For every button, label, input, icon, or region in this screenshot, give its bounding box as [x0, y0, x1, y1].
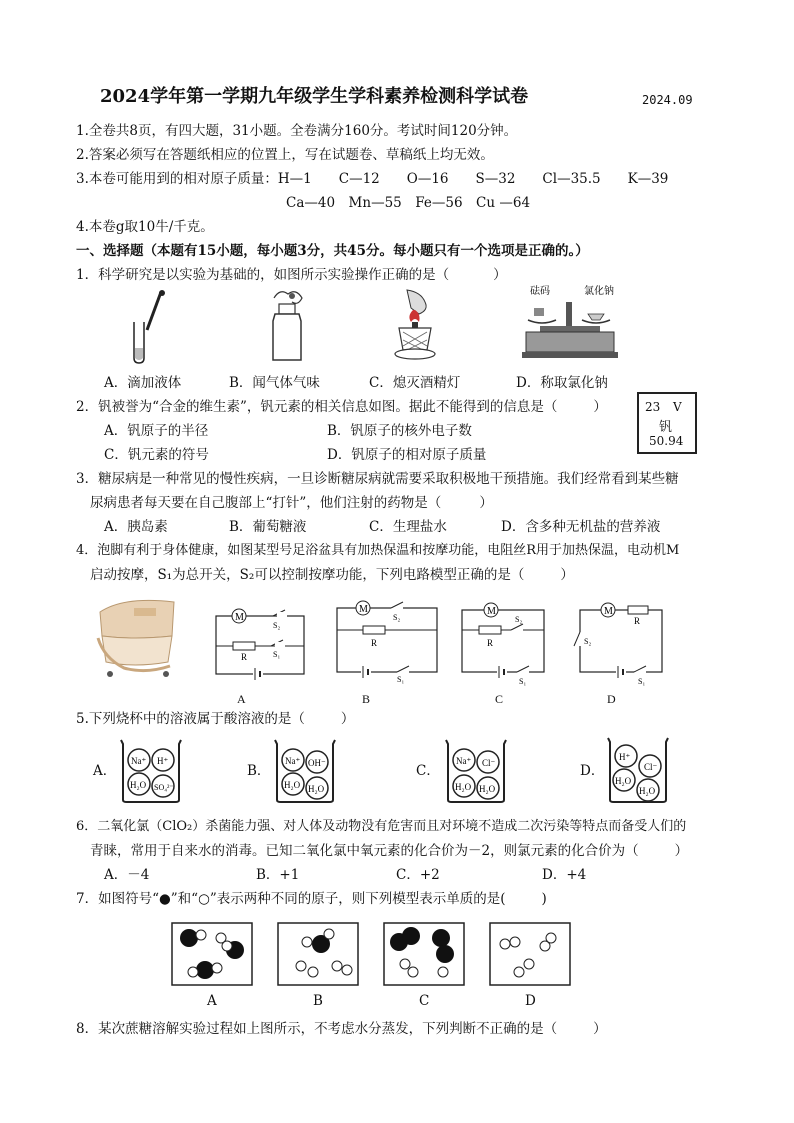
q7-label-a: A: [207, 993, 217, 1009]
q7-paren-close: ): [541, 891, 547, 907]
q2-option-b: B．钒原子的核外电子数: [327, 423, 472, 439]
beaker-d: [604, 736, 672, 804]
element-mass: 50.94: [649, 434, 684, 448]
circuit-c-motor: M: [487, 606, 496, 617]
element-name: 钒: [659, 420, 673, 435]
circuit-b-s1: S₁: [397, 675, 405, 684]
note-3: 3.本卷可能用到的相对原子质量：H—1 C—12 O—16 S—32 Cl—35.5 K—39: [76, 171, 669, 187]
note-3-cont: Ca—40 Mn—55 Fe—56 Cu —64: [286, 195, 531, 211]
beaker-a-ion-2: H⁺: [157, 756, 169, 766]
q7-label-c: C: [419, 993, 430, 1009]
q4-paren-close: ）: [560, 567, 574, 583]
q5-option-a: A．: [93, 763, 117, 779]
q1-weight-label: 砝码: [530, 286, 550, 297]
q1-option-c: C．熄灭酒精灯: [369, 375, 461, 391]
q6-option-b: B．+1: [256, 867, 300, 883]
beaker-a-ion-3: H₂O: [130, 780, 147, 790]
q6-paren-close: ）: [674, 843, 689, 859]
q1-stem: [76, 266, 507, 284]
q1-nacl-label: 氯化钠: [584, 286, 614, 297]
circuit-d-label: D: [607, 692, 616, 706]
q4-line-2-text: 启动按摩，S₁为总开关，S₂可以控制按摩功能，下列电路模型正确的是（: [90, 567, 525, 583]
beaker-d-ion-1: H⁺: [619, 752, 631, 762]
beaker-c-ion-2: Cl⁻: [482, 758, 496, 768]
circuit-b-resistor: R: [371, 638, 378, 648]
q7-model-c: [383, 922, 465, 986]
q3-line-2-text: 尿病患者每天要在自己腹部上“打针”，他们注射的药物是（: [90, 495, 442, 511]
circuit-a-s1: S₁: [273, 650, 281, 659]
beaker-d-ion-2: Cl⁻: [644, 762, 658, 772]
q7-model-b: [277, 922, 359, 986]
element-number: 23: [645, 400, 661, 414]
q6-option-c: C．+2: [396, 867, 440, 883]
q2-paren-close: ）: [593, 399, 607, 415]
q5-stem: [76, 710, 354, 728]
circuit-d-s1: S₁: [638, 677, 646, 686]
q1-option-a: A．滴加液体: [104, 375, 182, 391]
q1-stem-text: 1．科学研究是以实验为基础的，如图所示实验操作正确的是（: [76, 267, 450, 283]
q7-model-d: [489, 922, 571, 986]
q7-model-a: [171, 922, 253, 986]
page-title: 2024学年第一学期九年级学生学科素养检测科学试卷: [100, 86, 529, 107]
vanadium-element-card: [637, 392, 697, 454]
beaker-c: [442, 738, 510, 804]
q6-option-a: A．－4: [104, 867, 150, 883]
exam-date: 2024.09: [642, 93, 693, 107]
circuit-b-motor: M: [359, 604, 368, 615]
circuit-d-s2: S₂: [584, 637, 592, 646]
q7-stem-text: 7．如图符号“●”和“○”表示两种不同的原子，则下列模型表示单质的是(: [76, 891, 506, 907]
q1-figure-lamp: [385, 288, 445, 363]
beaker-d-ion-4: H₂O: [639, 786, 656, 796]
q1-figure-smell: [262, 288, 312, 363]
beaker-a: [117, 738, 185, 804]
circuit-c-s2: S₂: [515, 615, 523, 624]
element-symbol: V: [673, 400, 682, 414]
section-heading: 一、选择题（本题有15小题，每小题3分，共45分。每小题只有一个选项是正确的。）: [76, 243, 589, 259]
circuit-b: [333, 600, 443, 682]
beaker-b-ion-2: OH⁻: [308, 758, 326, 768]
q1-option-d: D．称取氯化钠: [516, 375, 608, 391]
circuit-d: [576, 600, 668, 684]
beaker-c-ion-4: H₂O: [479, 784, 496, 794]
beaker-b-ion-4: H₂O: [308, 784, 325, 794]
note-2: 2.答案必须写在答题纸相应的位置上，写在试题卷、草稿纸上均无效。: [76, 147, 494, 163]
q3-option-b: B．葡萄糖液: [229, 519, 307, 535]
q3-option-c: C．生理盐水: [369, 519, 447, 535]
beaker-c-ion-1: Na⁺: [456, 756, 472, 766]
q6-option-d: D．+4: [542, 867, 587, 883]
q7-label-b: B: [313, 993, 323, 1009]
q5-option-d: D．: [580, 763, 605, 779]
q6-line-2: [90, 842, 688, 860]
beaker-d-ion-3: H₂O: [615, 776, 632, 786]
circuit-c: [459, 600, 549, 684]
q1-figure-balance: [520, 284, 620, 364]
circuit-c-resistor: R: [487, 638, 494, 648]
circuit-d-resistor: R: [634, 616, 641, 626]
circuit-a-label: A: [237, 692, 246, 706]
circuit-a: [213, 602, 309, 682]
q1-option-b: B．闻气体气味: [229, 375, 320, 391]
q6-line-2-text: 青睐，常用于自来水的消毒。已知二氧化氯中氧元素的化合价为－2，则氯元素的化合价为（: [90, 843, 639, 859]
q5-option-b: B．: [247, 763, 271, 779]
q2-stem-text: 2．钒被誉为“合金的维生素”，钒元素的相关信息如图。据此不能得到的信息是（: [76, 399, 558, 415]
circuit-b-s2: S₂: [393, 613, 401, 622]
q7-label-d: D: [525, 993, 536, 1009]
beaker-b-ion-1: Na⁺: [285, 756, 301, 766]
q3-paren-close: ）: [479, 495, 493, 511]
q7-stem: [76, 890, 547, 908]
q3-option-a: A．胰岛素: [104, 519, 168, 535]
q4-line-2: [90, 566, 574, 584]
q3-option-d: D．含多种无机盐的营养液: [501, 519, 661, 535]
q2-option-a: A．钒原子的半径: [104, 423, 209, 439]
circuit-c-s1: S₁: [519, 677, 527, 686]
q4-line-1: 4．泡脚有利于身体健康，如图某型号足浴盆具有加热保温和按摩功能，电阻丝R用于加热保温，电动机M: [76, 543, 680, 558]
q2-option-c: C．钒元素的符号: [104, 447, 209, 463]
beaker-b-ion-3: H₂O: [284, 780, 301, 790]
q5-option-c: C．: [416, 763, 440, 779]
q3-line-2: [90, 494, 493, 512]
circuit-a-resistor: R: [241, 652, 248, 662]
q8-paren-close: ）: [593, 1021, 607, 1037]
beaker-a-ion-1: Na⁺: [131, 756, 147, 766]
q1-paren-close: ）: [493, 267, 507, 283]
beaker-c-ion-3: H₂O: [455, 782, 472, 792]
note-1: 1.全卷共8页，有四大题，31小题。全卷满分160分。考试时间120分钟。: [76, 123, 518, 139]
circuit-c-label: C: [495, 692, 504, 706]
q8-stem-text: 8．某次蔗糖溶解实验过程如上图所示，不考虑水分蒸发，下列判断不正确的是（: [76, 1021, 558, 1037]
q3-line-1: 3．糖尿病是一种常见的慢性疾病，一旦诊断糖尿病就需要采取积极地干预措施。我们经常看到某些糖: [76, 471, 679, 487]
circuit-a-motor: M: [235, 612, 244, 623]
foot-bath-image: [94, 596, 178, 680]
beaker-b: [271, 738, 339, 804]
q2-stem: [76, 398, 607, 416]
circuit-d-motor: M: [604, 606, 613, 617]
q6-line-1: 6．二氧化氯（ClO₂）杀菌能力强、对人体及动物没有危害而且对环境不造成二次污染等特点而备受人们的: [76, 819, 687, 834]
q8-stem: [76, 1020, 607, 1038]
note-4: 4.本卷g取10牛/千克。: [76, 219, 214, 235]
beaker-a-ion-4: SO₄²⁻: [154, 783, 174, 792]
q5-paren-close: ）: [340, 711, 355, 727]
circuit-b-label: B: [362, 692, 371, 706]
q5-stem-text: 5.下列烧杯中的溶液属于酸溶液的是（: [76, 711, 305, 727]
circuit-a-s2: S₂: [273, 621, 281, 630]
q2-option-d: D．钒原子的相对原子质量: [327, 447, 487, 463]
q1-figure-dropper: [125, 290, 175, 365]
